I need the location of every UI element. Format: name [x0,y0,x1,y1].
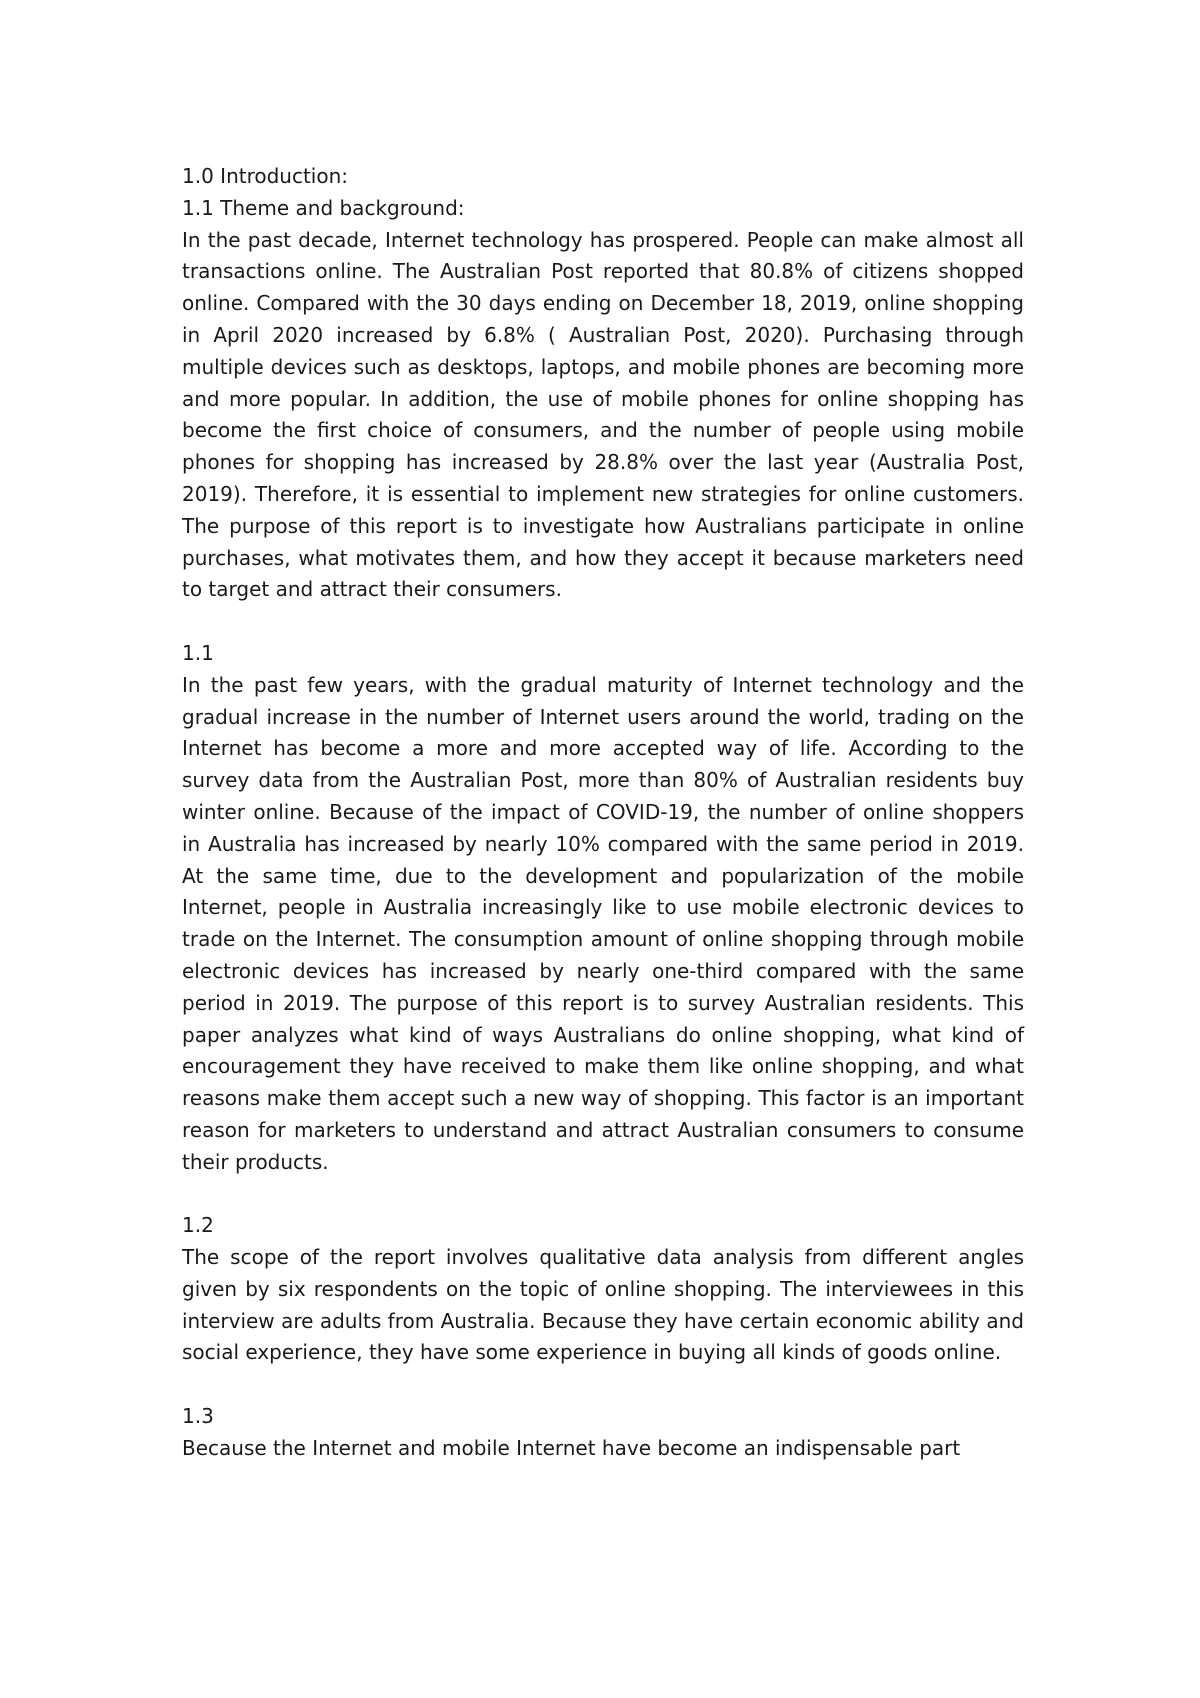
section-paragraph-1-1: In the past few years, with the gradual maturity of Internet technology and the gradual increase in the number of Internet users around the world, trading on the Internet has become a more and more accepted way of life. According to the survey data from the Australian Post, more than 80% of Australian residents buy winter online. Because of the impact of COVID-19, the number of online shoppers in Australia has increased by nearly 10% compared with the same period in 2019. At the same time, due to the development and popularization of the mobile Internet, people in Australia increasingly like to use mobile electronic devices to trade on the Internet. The consumption amount of online shopping through mobile electronic devices has increased by nearly one-third compared with the same period in 2019. The purpose of this report is to survey Australian residents. This paper analyzes what kind of ways Australians do online shopping, what kind of encouragement they have received to make them like online shopping, and what reasons make them accept such a new way of shopping. This factor is an important reason for marketers to understand and attract Australian consumers to consume their products. [182,672,1024,1174]
section-number-1-2: 1.2 [182,1213,214,1238]
theme-background-paragraph: In the past decade, Internet technology has prospered. People can make almost all transactions online. The Australian Post reported that 80.8% of citizens shopped online. Compared with the 30 days ending on December 18, 2019, online shopping in April 2020 increased by 6.8% ( Australian Post, 2020). Purchasing through multiple devices such as desktops, laptops, and mobile phones are becoming more and more popular. In addition, the use of mobile phones for online shopping has become the first choice of consumers, and the number of people using mobile phones for shopping has increased by 28.8% over the last year (Australia Post, 2019). Therefore, it is essential to implement new strategies for online customers. The purpose of this report is to investigate how Australians participate in online purchases, what motivates them, and how they accept it because marketers need to target and attract their consumers. [182,227,1024,602]
section-spacer [182,606,1024,638]
section-spacer [182,1369,1024,1401]
document-body [182,161,1024,1465]
theme-background-heading: 1.1 Theme and background: [182,195,465,220]
introduction-heading: 1.0 Introduction: [182,164,349,188]
section-number-1-3: 1.3 [182,1404,214,1429]
section-number-1-1: 1.1 [182,640,214,665]
section-paragraph-1-2: The scope of the report involves qualitative data analysis from different angles given by six respondents on the topic of online shopping. The interviewees in this interview are adults from Australia. Because they have certain economic ability and social experience, they have some experience in buying all kinds of goods online. [182,1245,1024,1365]
section-paragraph-1-3: Because the Internet and mobile Internet have become an indispensable part [182,1435,961,1460]
section-spacer [182,1179,1024,1211]
